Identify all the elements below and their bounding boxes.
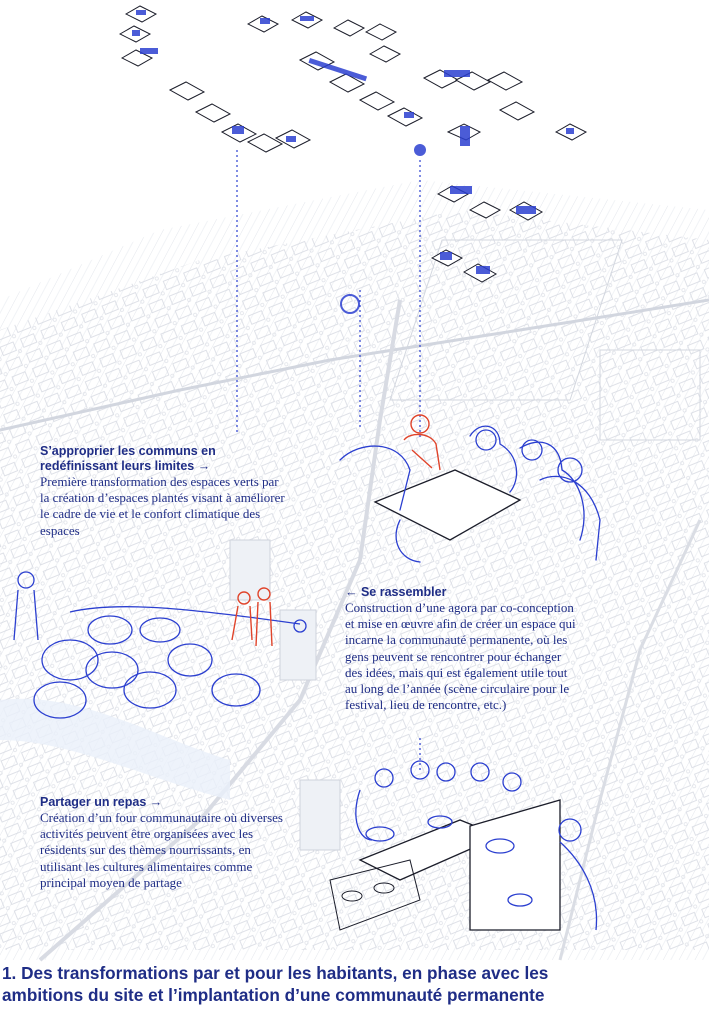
annotation-communs-title-line1: S’approprier les communs en bbox=[40, 444, 216, 458]
figure-caption-line1: 1. Des transformations par et pour les habitants, en phase avec les bbox=[2, 963, 549, 983]
annotation-communs-body: Première transformation des espaces verts par la création d’espaces plantés visant à améliorer le cadre de vie et le confort climatique des espaces bbox=[40, 474, 285, 538]
annotation-communs bbox=[40, 444, 290, 539]
annotation-communs-title-line2: redéfinissant leurs limites → bbox=[40, 459, 211, 473]
figure-caption-line2: ambitions du site et l’implantation d’une communauté permanente bbox=[2, 985, 545, 1005]
annotation-rassembler-body: Construction d’une agora par co-conception et mise en œuvre afin de créer un espace qui incarne la communauté permanente, où les gens peuvent se rencontrer pour échanger des idées, mais qui est également utile tout au long de l’année (scène circulaire pour le festival, lieu de rencontre, etc.) bbox=[345, 600, 576, 713]
annotation-repas bbox=[40, 795, 285, 891]
annotation-repas-body: Création d’un four communautaire où diverses activités peuvent être organisées avec les résidents sur des thèmes nourrissants, en utilisant les cultures alimentaires comme principal moyen de partage bbox=[40, 810, 283, 890]
annotation-rassembler bbox=[345, 585, 577, 713]
annotation-repas-title: Partager un repas → bbox=[40, 795, 163, 809]
annotation-rassembler-title: ← Se rassembler bbox=[345, 585, 447, 599]
figure-caption bbox=[2, 962, 708, 1006]
